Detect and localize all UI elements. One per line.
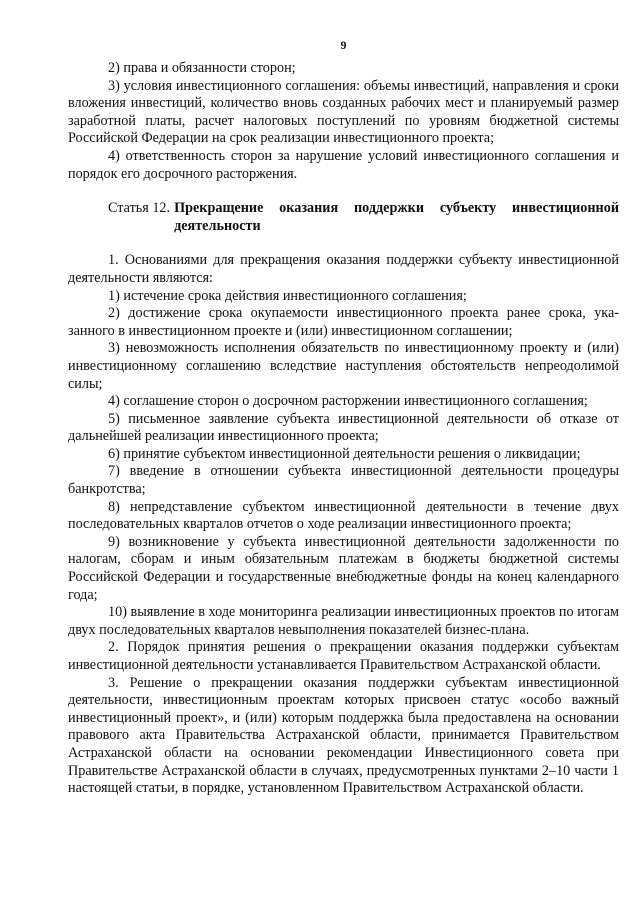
- list-item: 8) непредставление субъектом инвестиционной деятельности в течение двух последовательных кварталов отчетов о ходе реализации инвестиционного проекта;: [68, 498, 619, 533]
- list-item: 2) достижение срока окупаемости инвестиционного проекта ранее срока, указанного в инвестиционном проекте и (или) инвестиционном соглашении;: [68, 305, 619, 339]
- paragraph: 1. Основаниями для прекращения оказания поддержки субъекту инвестиционной деятельности являются:: [68, 252, 619, 286]
- paragraph: 2) права и обязанности сторон;: [108, 60, 296, 76]
- list-item: 9) возникновение у субъекта инвестиционной деятельности задолженности по налогам, сборам и иным обязательным платежам в бюджеты бюджетной системы Российской Федерации и государственные внебюджетные фонды на конец календарного года;: [68, 533, 619, 603]
- paragraph: 3. Решение о прекращении оказания поддержки субъектам инвестиционной деятельности, инвестиционным проектам которых присвоен статус «особо важный инвестиционный проект», и (или) которым поддержка была предоставлена на основании правового акта Правительства Астраханской области, принимается Правительством Астраханской области на основании рекомендации Инвестиционного совета при Правительстве Астраханской области в случаях, предусмотренных пунктами 2–10 части 1 настоящей статьи, в порядке, установленном Правительством Астраханской области.: [68, 674, 619, 797]
- paragraph: 4) ответственность сторон за нарушение условий инвестиционного соглашения и порядок его досрочного расторжения.: [68, 147, 619, 182]
- list-item: 3) невозможность исполнения обязательств по инвестиционному проекту и (или) инвестиционному соглашению вследствие наступления обстоятельств непреодолимой силы;: [68, 340, 619, 392]
- list-item: 7) введение в отношении субъекта инвестиционной деятельности процедуры банкротства;: [68, 463, 619, 498]
- article-number: Статья 12.: [108, 200, 171, 217]
- list-item: 6) принятие субъектом инвестиционной деятельности решения о ликвидации;: [108, 445, 581, 462]
- article-heading: [68, 200, 619, 235]
- list-item: 10) выявление в ходе мониторинга реализации инвестиционных проектов по итогам двух последовательных кварталов невыполнения показателей бизнес-плана.: [68, 604, 619, 638]
- paragraph: 3) условия инвестиционного соглашения: объемы инвестиций, направления и сроки вложения инвестиций, количество вновь созданных рабочих мест и планируемый размер заработной платы, расчет налоговых поступлений по уровням бюджетной системы Российской Федерации на срок реализации инвестиционного проекта;: [68, 77, 619, 147]
- page-number: 9: [340, 38, 347, 52]
- article-title: Прекращение оказания поддержки субъекту инвестиционной деятельности: [174, 200, 619, 234]
- list-item: 1) истечение срока действия инвестиционного соглашения;: [108, 287, 467, 304]
- document-body: [68, 60, 619, 798]
- list-item: 4) соглашение сторон о досрочном расторжении инвестиционного соглашения;: [108, 393, 588, 410]
- list-item: 5) письменное заявление субъекта инвестиционной деятельности об отказе от дальнейшей реализации инвестиционного проекта;: [68, 410, 619, 445]
- paragraph: 2. Порядок принятия решения о прекращении оказания поддержки субъектам инвестиционной деятельности устанавливается Правительством Астраханской области.: [68, 639, 619, 673]
